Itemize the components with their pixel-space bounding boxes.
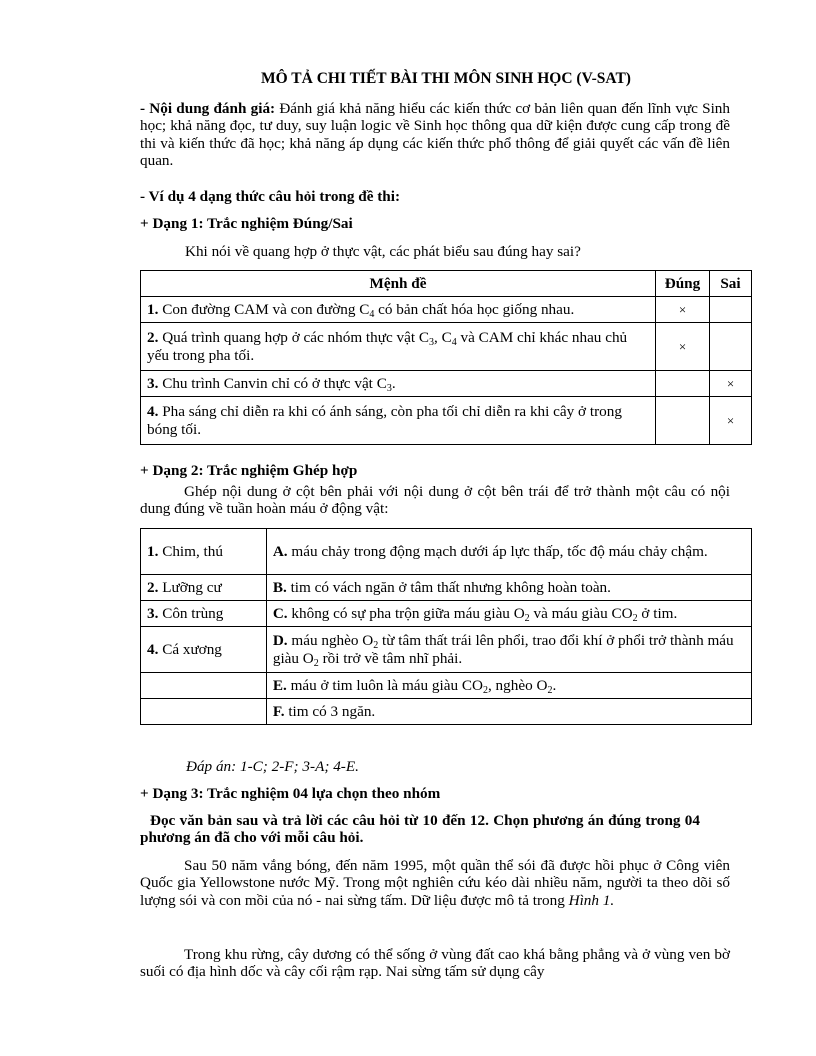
statement-number: 3. [147, 374, 159, 392]
false-mark: × [710, 371, 752, 397]
table-row [141, 397, 752, 445]
type2-answer: Đáp án: 1-C; 2-F; 3-A; 4-E. [186, 758, 359, 775]
right-letter: C. [272, 604, 288, 622]
right-letter: B. [272, 578, 287, 596]
statement-text: , C [434, 329, 452, 347]
right-text: máu ở tim luôn là máu giàu CO [286, 676, 483, 694]
header-statement: Mệnh đề [141, 271, 656, 297]
type3-heading: + Dạng 3: Trắc nghiệm 04 lựa chọn theo nhóm [140, 785, 441, 802]
table-row [141, 371, 752, 397]
statement-number: 2. [147, 329, 159, 347]
right-text: không có sự pha trộn giữa máu giàu O [287, 604, 525, 622]
true-mark: × [656, 297, 710, 323]
right-text: . [552, 676, 557, 694]
table-row [141, 297, 752, 323]
examples-heading: - Ví dụ 4 dạng thức câu hỏi trong đề thi: [140, 188, 401, 205]
statement-text: và CAM chỉ khác nhau chủ yếu trong pha tối. [147, 329, 628, 364]
left-text: Lưỡng cư [158, 578, 222, 596]
page-title: MÔ TẢ CHI TIẾT BÀI THI MÔN SINH HỌC (V-SAT) [261, 70, 631, 87]
right-text: và máu giàu CO [529, 604, 633, 622]
right-text: , nghèo O [487, 676, 548, 694]
type3-paragraph-1 [140, 857, 730, 909]
subscript: 2 [482, 684, 488, 696]
right-text: rồi trở về tâm nhĩ phải. [318, 649, 463, 667]
subscript: 2 [524, 612, 530, 624]
statement-text: Con đường CAM và con đường C [158, 300, 370, 318]
right-letter: D. [272, 632, 288, 650]
subscript: 3 [386, 382, 392, 394]
statement-text: . [391, 374, 396, 392]
statement-text: Chu trình Canvin chỉ có ở thực vật C [158, 374, 387, 392]
left-text: Côn trùng [158, 604, 224, 622]
true-mark [656, 397, 710, 445]
type3-paragraph-2: Trong khu rừng, cây dương có thể sống ở vùng đất cao khá bằng phẳng và ở vùng ven bờ suối có địa hình dốc và cây cối rậm rạp. Nai sừng tấm sử dụng cây [140, 946, 730, 981]
type2-question: Ghép nội dung ở cột bên phải với nội dung ở cột bên trái để trở thành một câu có nội dung đúng về tuần hoàn máu ở động vật: [140, 483, 730, 518]
type1-heading: + Dạng 1: Trắc nghiệm Đúng/Sai [140, 215, 353, 232]
statement-number: 1. [147, 300, 159, 318]
false-mark [710, 323, 752, 371]
assessment-content-paragraph [140, 100, 730, 170]
table-row [141, 323, 752, 371]
subscript: 2 [313, 657, 319, 669]
subscript: 2 [547, 684, 553, 696]
type3-instruction [140, 812, 700, 847]
right-letter: A. [272, 542, 288, 560]
right-text: ở tim. [637, 604, 678, 622]
true-mark: × [656, 323, 710, 371]
type2-heading: + Dạng 2: Trắc nghiệm Ghép hợp [140, 462, 358, 479]
matching-table [140, 528, 752, 725]
table-row [141, 601, 752, 627]
table-row [141, 699, 752, 725]
left-number: 3. [147, 604, 159, 622]
subscript: 4 [451, 337, 457, 349]
statement-number: 4. [147, 403, 159, 421]
paragraph-text: Sau 50 năm vắng bóng, đến năm 1995, một quần thể sói đã được hồi phục ở Công viên Quốc gia Yellowstone nước Mỹ. Trong một nghiên cứu kéo dài nhiều năm, người ta theo dõi số lượng sói và con mồi của nó - nai sừng tấm. Dữ liệu được mô tả trong [140, 857, 730, 909]
table-row [141, 627, 752, 673]
statement-text: Pha sáng chỉ diễn ra khi có ánh sáng, còn pha tối chỉ diễn ra khi cây ở trong bóng tối. [147, 403, 622, 438]
figure-reference: Hình 1. [568, 891, 615, 909]
table-row [141, 529, 752, 575]
right-text: từ tâm thất trái lên phổi, trao đổi khí ở phổi trở thành máu giàu O [272, 632, 734, 667]
header-true: Đúng [656, 271, 710, 297]
subscript: 4 [369, 308, 375, 320]
left-number: 4. [147, 640, 159, 658]
table-row [141, 575, 752, 601]
true-false-table [140, 270, 752, 445]
statement-text: có bản chất hóa học giống nhau. [374, 300, 575, 318]
type1-question: Khi nói về quang hợp ở thực vật, các phát biểu sau đúng hay sai? [185, 243, 581, 260]
left-text: Chim, thú [158, 542, 223, 560]
left-text: Cá xương [158, 640, 222, 658]
statement-text: Quá trình quang hợp ở các nhóm thực vật C [158, 329, 429, 347]
right-text: máu nghèo O [287, 632, 374, 650]
false-mark [710, 297, 752, 323]
instruction-text: Đọc văn bản sau và trả lời các câu hỏi từ 10 đến 12. Chọn phương án đúng trong 04 phương án đã cho với mỗi câu hỏi. [140, 812, 700, 847]
subscript: 2 [373, 640, 379, 652]
table-row [141, 673, 752, 699]
subscript: 2 [632, 612, 638, 624]
assessment-label: - Nội dung đánh giá: [140, 100, 276, 117]
left-number: 2. [147, 578, 159, 596]
subscript: 3 [429, 337, 434, 349]
right-letter: F. [272, 702, 285, 720]
false-mark: × [710, 397, 752, 445]
true-mark [656, 371, 710, 397]
right-text: tim có vách ngăn ở tâm thất nhưng không hoàn toàn. [286, 578, 611, 596]
right-text: tim có 3 ngăn. [284, 702, 376, 720]
header-false: Sai [710, 271, 752, 297]
right-text: máu chảy trong động mạch dưới áp lực thấp, tốc độ máu chảy chậm. [287, 542, 708, 560]
assessment-text: Đánh giá khả năng hiểu các kiến thức cơ bản liên quan đến lĩnh vực Sinh học; khả năng đọc, tư duy, suy luận logic về Sinh học thông qua dữ kiện được cung cấp trong đề thi và kiến thức đã học; khả năng áp dụng các kiến thức phổ thông để giải quyết các vấn đề liên quan. [140, 100, 730, 170]
left-number: 1. [147, 542, 159, 560]
right-letter: E. [272, 676, 287, 694]
